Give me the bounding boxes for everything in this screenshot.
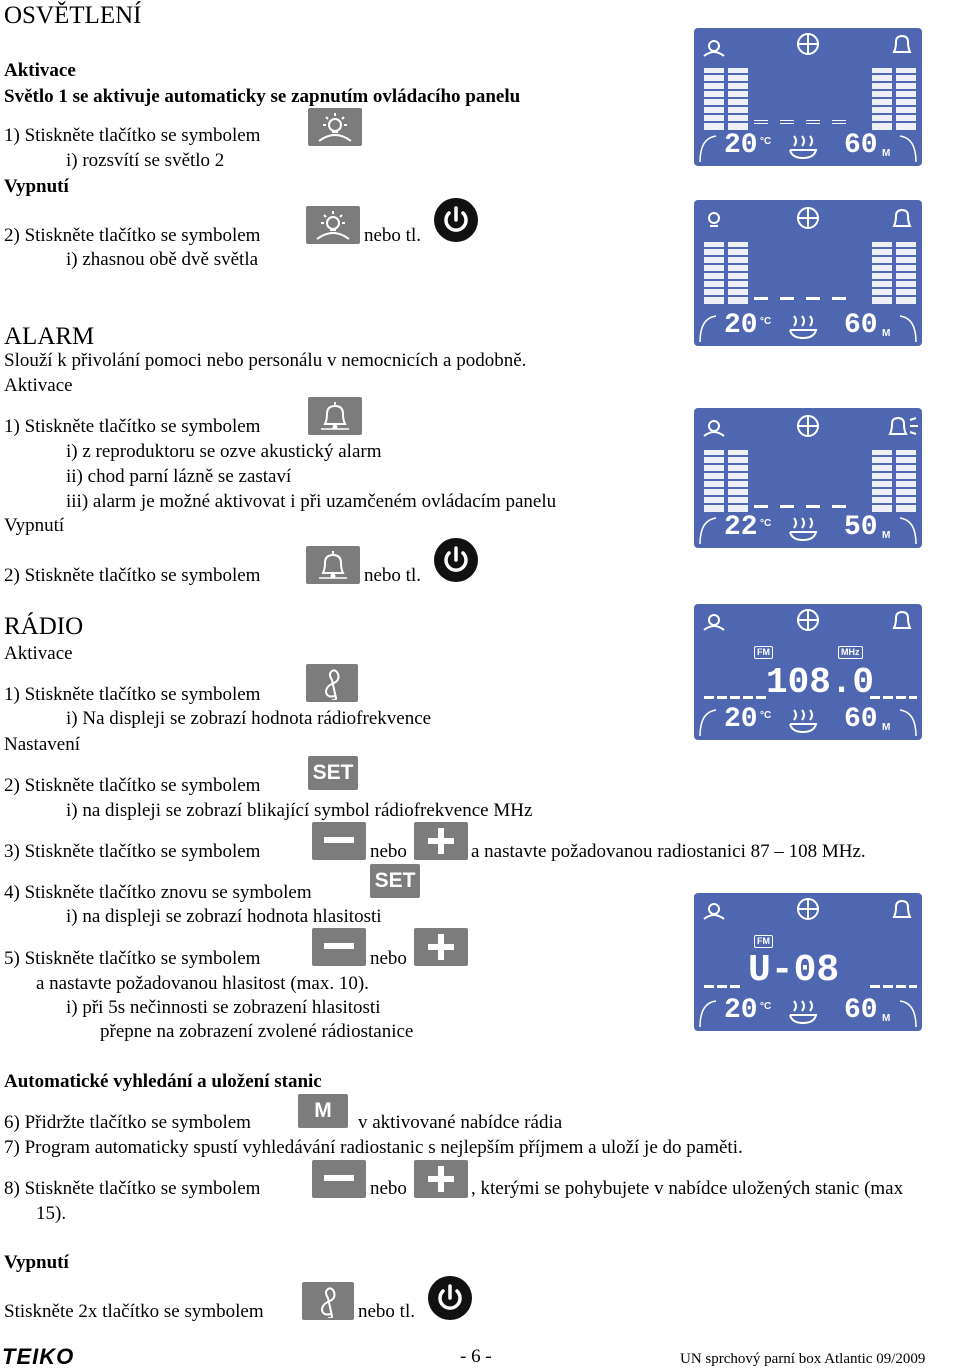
light-button-icon (306, 206, 360, 244)
plus-button-icon (414, 822, 468, 860)
step-sub: i) na displeji se zobrazí hodnota hlasitosti (66, 906, 382, 927)
time-readout: 50 (844, 512, 878, 543)
light-button-icon (308, 108, 362, 146)
set-button-icon (370, 864, 420, 898)
step-tail: a nastavte požadovanou radiostanici 87 – 108 MHz. (471, 841, 866, 862)
frequency-readout: 108.0 (766, 662, 875, 703)
fm-badge: FM (754, 935, 773, 948)
nebo-tl-text: nebo tl. (364, 565, 421, 586)
time-readout: 60 (844, 130, 878, 161)
minus-button-icon (312, 928, 366, 966)
nebo-tl-text: nebo tl. (358, 1301, 415, 1322)
step-text: 4) Stiskněte tlačítko znovu se symbolem (4, 882, 312, 903)
minutes-unit: M (882, 1013, 891, 1024)
subheading-nastaveni: Nastavení (4, 734, 80, 755)
step-text: 5) Stiskněte tlačítko se symbolem (4, 948, 261, 969)
section-title-alarm: ALARM (4, 323, 95, 350)
step-text: 1) Stiskněte tlačítko se symbolem (4, 684, 261, 705)
temp-readout: 22 (724, 512, 758, 543)
step-text: 2) Stiskněte tlačítko se symbolem (4, 565, 261, 586)
step-text: Stiskněte 2x tlačítko se symbolem (4, 1301, 264, 1322)
step-sub: i) na displeji se zobrazí blikající symbol rádiofrekvence MHz (66, 800, 533, 821)
step-text: 2) Stiskněte tlačítko se symbolem (4, 225, 261, 246)
lcd-display-alarm (694, 408, 922, 548)
document-title: UN sprchový parní box Atlantic 09/2009 (680, 1351, 926, 1367)
minus-button-icon (312, 1160, 366, 1198)
m-button-icon (298, 1094, 348, 1128)
subheading-vypnuti: Vypnutí (4, 176, 69, 197)
set-button-label: SET (312, 761, 354, 784)
subheading-aktivace: Aktivace (4, 375, 73, 396)
step-tail: , kterými se pohybujete v nabídce uložených stanic (max (471, 1178, 904, 1199)
power-icon (434, 538, 478, 582)
step-sub: i) zhasnou obě dvě světla (66, 249, 259, 270)
temp-readout: 20 (724, 310, 758, 341)
step-text: 7) Program automaticky spustí vyhledávání radiostanic s nejlepším příjmem a uloží je do paměti. (4, 1137, 743, 1158)
set-button-icon (308, 756, 358, 790)
volume-readout: U-08 (748, 949, 840, 992)
page-number: - 6 - (460, 1346, 492, 1367)
minutes-unit: M (882, 722, 891, 733)
lcd-display-light (694, 28, 922, 166)
step-tail: 15). (36, 1203, 67, 1224)
power-icon (428, 1276, 472, 1320)
celsius-unit: °C (760, 316, 772, 327)
music-button-icon (302, 1282, 354, 1320)
lcd-display-radio-volume (694, 893, 922, 1031)
step-text: 2) Stiskněte tlačítko se symbolem (4, 775, 261, 796)
nebo-tl-text: nebo tl. (364, 225, 421, 246)
time-readout: 60 (844, 995, 878, 1026)
step-sub: i) při 5s nečinnosti se zobrazení hlasitosti (66, 997, 381, 1018)
lcd-display-light-off (694, 200, 922, 346)
celsius-unit: °C (760, 710, 772, 721)
step-text: 6) Přidržte tlačítko se symbolem (4, 1112, 251, 1133)
step-text: 3) Stiskněte tlačítko se symbolem (4, 841, 261, 862)
bell-button-icon (306, 546, 360, 584)
step-text: 1) Stiskněte tlačítko se symbolem (4, 125, 261, 146)
nebo-text: nebo (370, 841, 407, 862)
plus-button-icon (414, 928, 468, 966)
step-text: 1) Stiskněte tlačítko se symbolem (4, 416, 261, 437)
step-sub: i) z reproduktoru se ozve akustický alarm (66, 441, 382, 462)
subheading-aktivace: Aktivace (4, 643, 73, 664)
minutes-unit: M (882, 148, 891, 159)
temp-readout: 20 (724, 995, 758, 1026)
step-text: 8) Stiskněte tlačítko se symbolem (4, 1178, 261, 1199)
nebo-text: nebo (370, 1178, 407, 1199)
minutes-unit: M (882, 328, 891, 339)
section-title-radio: RÁDIO (4, 613, 84, 640)
minus-button-icon (312, 822, 366, 860)
lcd-display-radio-frequency (694, 604, 922, 740)
step-sub: i) rozsvítí se světlo 2 (66, 150, 225, 171)
temp-readout: 20 (724, 130, 758, 161)
music-button-icon (306, 664, 358, 702)
step-sub: i) Na displeji se zobrazí hodnota rádiofrekvence (66, 708, 432, 729)
step-sub: iii) alarm je možné aktivovat i při uzamčeném ovládacím panelu (66, 491, 557, 512)
m-button-label: M (314, 1099, 332, 1122)
celsius-unit: °C (760, 518, 772, 529)
light1-auto-text: Světlo 1 se aktivuje automaticky se zapnutím ovládacího panelu (4, 86, 521, 107)
mhz-badge: MHz (838, 646, 863, 659)
nebo-text: nebo (370, 948, 407, 969)
set-button-label: SET (374, 869, 416, 892)
alarm-description: Slouží k přivolání pomoci nebo personálu v nemocnicích a podobně. (4, 350, 527, 371)
subheading-vypnuti: Vypnutí (4, 1252, 69, 1273)
temp-readout: 20 (724, 704, 758, 735)
step-sub: přepne na zobrazení zvolené rádiostanice (100, 1021, 414, 1042)
minutes-unit: M (882, 530, 891, 541)
celsius-unit: °C (760, 1001, 772, 1012)
section-title-osvetleni: OSVĚTLENÍ (4, 2, 142, 29)
teiko-logo: TEIKO (2, 1344, 75, 1369)
step-sub: ii) chod parní lázně se zastaví (66, 466, 292, 487)
step-tail: a nastavte požadovanou hlasitost (max. 10). (36, 973, 369, 994)
power-icon (434, 198, 478, 242)
time-readout: 60 (844, 704, 878, 735)
time-readout: 60 (844, 310, 878, 341)
subheading-auto-search: Automatické vyhledání a uložení stanic (4, 1071, 322, 1092)
fm-badge: FM (754, 646, 773, 659)
subheading-vypnuti: Vypnutí (4, 515, 65, 536)
subheading-aktivace: Aktivace (4, 60, 76, 81)
step-tail: v aktivované nabídce rádia (358, 1112, 563, 1133)
plus-button-icon (414, 1160, 468, 1198)
bell-button-icon (308, 397, 362, 435)
celsius-unit: °C (760, 136, 772, 147)
